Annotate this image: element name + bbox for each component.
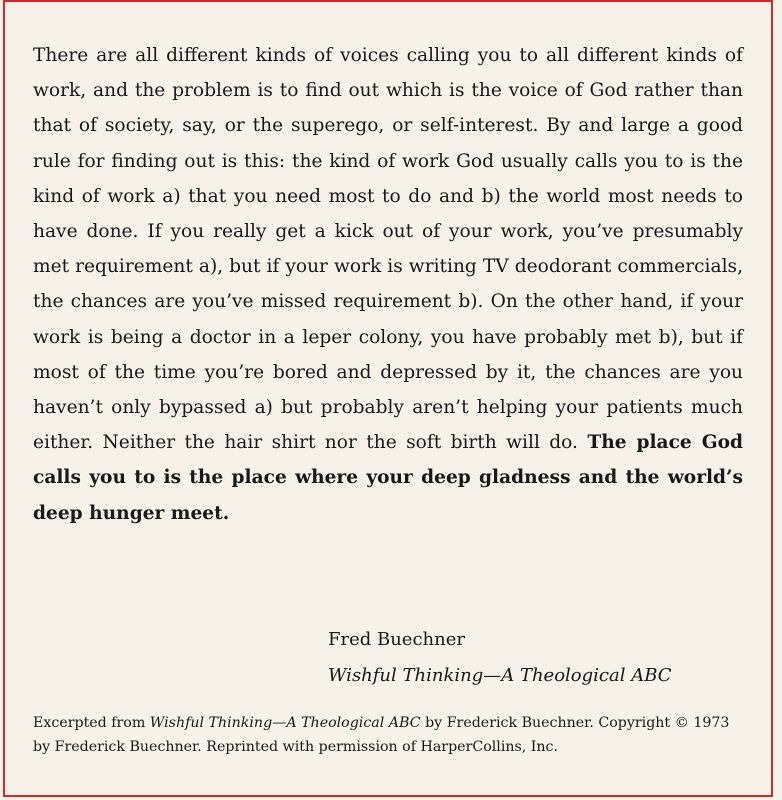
credit-book: Wishful Thinking—A Theological ABC <box>149 715 421 731</box>
credit-suffix: by Frederick Buechner. Copyright © 1973 by Frederick Buechner. Reprinted with permission of HarperCollins, Inc. <box>33 715 730 755</box>
quote-emphasis: The place God calls you to is the place where your deep gladness and the world’s deep hunger meet. <box>33 432 743 524</box>
attribution-author: Fred Buechner <box>328 629 465 650</box>
attribution-book: Wishful Thinking—A Theological ABC <box>328 665 672 686</box>
credit-prefix: Excerpted from <box>33 715 146 731</box>
quote-paragraph <box>33 38 743 531</box>
quote-body: There are all different kinds of voices calling you to all different kinds of work, and the problem is to find out which is the voice of God rather than that of society, say, or the superego, or self-interest. By and large a good rule for finding out is this: the kind of work God usually calls you to is the kind of work a) that you need most to do and b) the world most needs to have done. If you really get a kick out of your work, you’ve presumably met requirement a), but if your work is writing TV deodorant commercials, the chances are you’ve missed requirement b). On the other hand, if your work is being a doctor in a leper colony, you have probably met b), but if most of the time you’re bored and depressed by it, the chances are you haven’t only bypassed a) but probably aren’t helping your patients much either. Neither the hair shirt nor the soft birth will do. <box>33 45 743 454</box>
attribution <box>328 622 672 694</box>
copyright-credit <box>33 711 743 759</box>
